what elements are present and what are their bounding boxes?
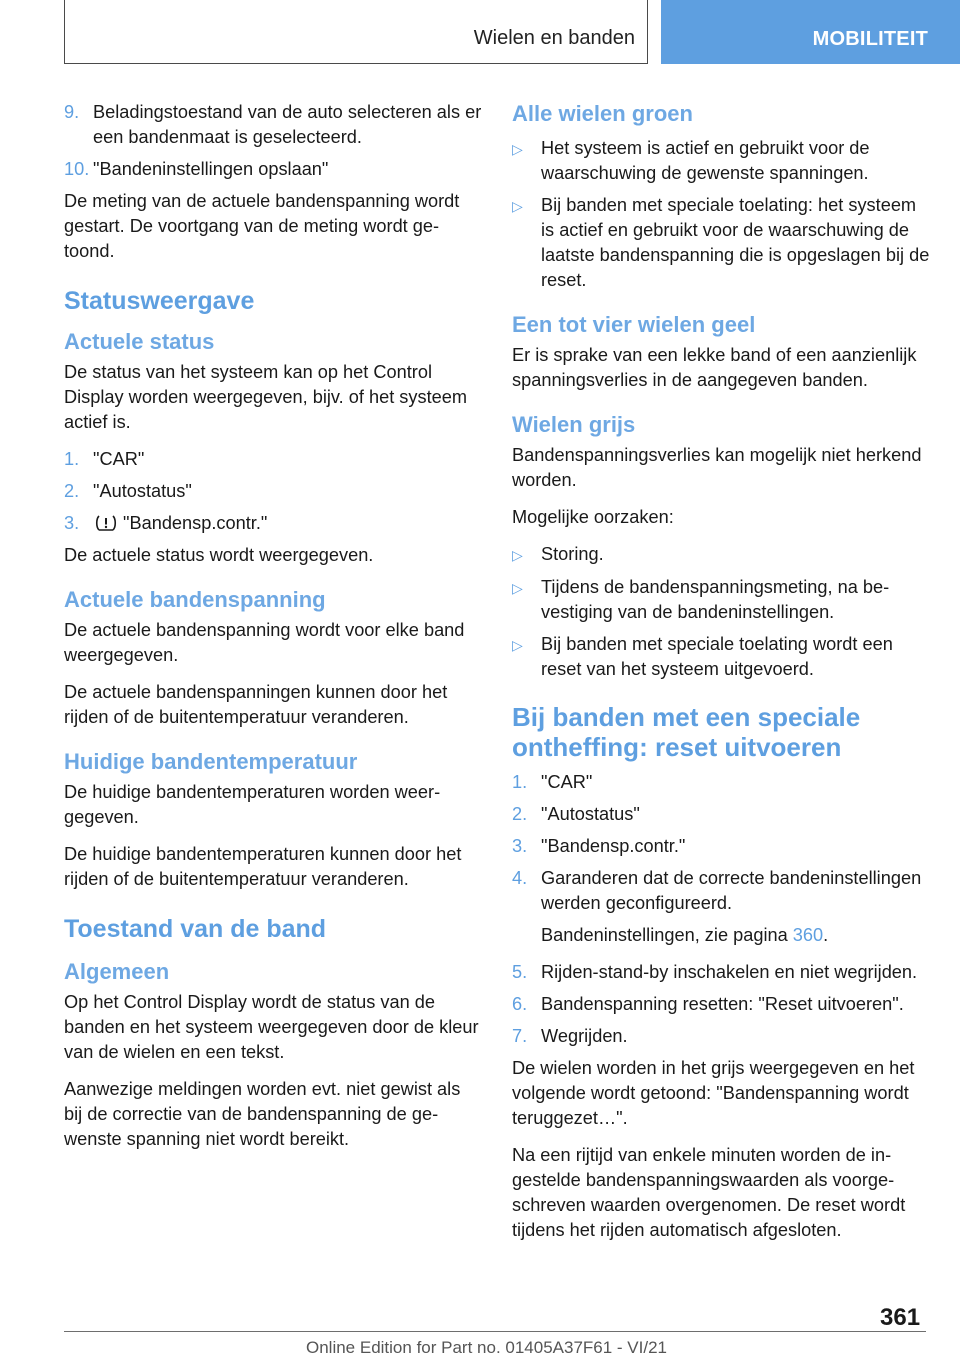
step-text: Wegrijden. bbox=[541, 1026, 628, 1046]
step-item bbox=[512, 960, 932, 985]
bullet-item bbox=[512, 136, 932, 186]
bullet-text: Bij banden met speciale toelating: het systeem is actief en gebruikt voor de waarschuwing de laatste bandenspanning die is opgeslagen bij de reset. bbox=[541, 195, 930, 290]
header-section-box bbox=[64, 0, 648, 64]
step-item bbox=[64, 157, 482, 182]
bullet-text: Tijdens de bandenspanningsmeting, na bevestiging van de bandeninstellingen. bbox=[541, 577, 890, 622]
step-text: "Bandeninstellingen opslaan" bbox=[93, 159, 329, 179]
step-text: Rijden-stand-by inschakelen en niet wegrijden. bbox=[541, 962, 918, 982]
step-item bbox=[64, 479, 482, 504]
bullet-triangle-icon: ▷ bbox=[512, 547, 523, 563]
step-number: 9. bbox=[64, 102, 80, 122]
step-text: Beladingstoestand van de auto selecteren als er een bandenmaat is geselecteerd. bbox=[93, 102, 482, 147]
step-item bbox=[512, 802, 932, 827]
step-item bbox=[64, 447, 482, 472]
page-reference bbox=[541, 923, 932, 948]
page-link[interactable]: 360 bbox=[792, 925, 824, 945]
step-number: 6. bbox=[512, 994, 528, 1014]
step-number: 2. bbox=[64, 481, 80, 501]
step-number: 3. bbox=[512, 836, 528, 856]
reference-end: . bbox=[823, 925, 829, 945]
step-text: "Autostatus" bbox=[541, 804, 640, 824]
step-text: "Bandensp.contr." bbox=[123, 513, 268, 533]
step-item bbox=[64, 100, 482, 150]
paragraph: De status van het systeem kan op het Control Display worden weergegeven, bijv. of het systeem actief is. bbox=[64, 362, 468, 432]
paragraph: Aanwezige meldingen worden evt. niet gewist als bij de correctie van de bandenspanning de gewenste spanning niet wordt bereikt. bbox=[64, 1079, 461, 1149]
heading-statusweergave: Statusweergave bbox=[64, 287, 255, 315]
section-title: Wielen en banden bbox=[473, 27, 635, 49]
paragraph: Na een rijtijd van enkele minuten worden de ingestelde bandenspanningswaarden als voorgeschreven waarden overgenomen. De reset wordt tijdens het rijden automatisch afgesloten. bbox=[512, 1145, 906, 1240]
step-item bbox=[512, 992, 932, 1017]
heading-alle-wielen-groen: Alle wielen groen bbox=[512, 101, 693, 126]
paragraph: De actuele status wordt weergegeven. bbox=[64, 545, 374, 565]
bullet-text: Storing. bbox=[541, 544, 604, 564]
bullet-item bbox=[512, 632, 932, 682]
paragraph: De actuele bandenspanningen kunnen door het rijden of de buitentemperatuur veranderen. bbox=[64, 682, 448, 727]
bullet-item bbox=[512, 193, 932, 293]
step-number: 2. bbox=[512, 804, 528, 824]
step-item bbox=[512, 1024, 932, 1049]
paragraph: De meting van de actuele bandenspanning wordt gestart. De voortgang van de meting wordt getoond. bbox=[64, 191, 460, 261]
step-item bbox=[512, 770, 932, 795]
paragraph: Bandenspanningsverlies kan mogelijk niet herkend worden. bbox=[512, 445, 922, 490]
heading-wielen-grijs: Wielen grijs bbox=[512, 412, 636, 437]
footer-text: Online Edition for Part no. 01405A37F61 - VI/21 bbox=[306, 1338, 668, 1357]
heading-algemeen: Algemeen bbox=[64, 959, 170, 984]
bullet-triangle-icon: ▷ bbox=[512, 580, 523, 596]
bullet-triangle-icon: ▷ bbox=[512, 198, 523, 214]
step-text: "Bandensp.contr." bbox=[541, 836, 686, 856]
paragraph: De huidige bandentemperaturen worden weergegeven. bbox=[64, 782, 441, 827]
step-number: 4. bbox=[512, 868, 528, 888]
step-text: "Autostatus" bbox=[93, 481, 192, 501]
step-text: Bandenspanning resetten: "Reset uitvoeren". bbox=[541, 994, 904, 1014]
tire-pressure-warning-icon bbox=[95, 514, 117, 532]
step-text: Garanderen dat de correcte bandeninstellingen werden geconfigureerd. bbox=[541, 868, 922, 913]
bullet-item bbox=[512, 542, 932, 568]
step-number: 7. bbox=[512, 1026, 528, 1046]
header-chapter-tab[interactable] bbox=[661, 0, 960, 64]
bullet-triangle-icon: ▷ bbox=[512, 637, 523, 653]
bullet-text: Het systeem is actief en gebruikt voor de waarschuwing de gewenste spanningen. bbox=[541, 138, 870, 183]
step-number: 1. bbox=[512, 772, 528, 792]
step-number: 5. bbox=[512, 962, 528, 982]
left-column bbox=[64, 100, 482, 1164]
step-number: 3. bbox=[64, 513, 80, 533]
heading-actuele-bandenspanning: Actuele bandenspanning bbox=[64, 587, 326, 612]
heading-toestand-van-de-band: Toestand van de band bbox=[64, 915, 327, 943]
step-item bbox=[64, 511, 482, 536]
right-column bbox=[512, 100, 932, 1255]
footer-divider bbox=[64, 1331, 926, 1332]
bullet-item bbox=[512, 575, 932, 625]
paragraph: Mogelijke oorzaken: bbox=[512, 507, 674, 527]
heading-huidige-bandentemperatuur: Huidige bandentemperatuur bbox=[64, 749, 358, 774]
paragraph: Op het Control Display wordt de status van de banden en het systeem weergegeven door de kleur van de wielen en een tekst. bbox=[64, 992, 479, 1062]
heading-actuele-status: Actuele status bbox=[64, 329, 215, 354]
paragraph: De wielen worden in het grijs weergegeven en het volgende wordt getoond: "Bandenspanning wordt teruggezet…". bbox=[512, 1058, 915, 1128]
step-number: 10. bbox=[64, 159, 90, 179]
paragraph: De actuele bandenspanning wordt voor elke band weergegeven. bbox=[64, 620, 465, 665]
page-number: 361 bbox=[880, 1304, 921, 1331]
paragraph: Er is sprake van een lekke band of een aanzienlijk spanningsverlies in de aangegeven banden. bbox=[512, 345, 917, 390]
heading-een-tot-vier-wielen-geel: Een tot vier wielen geel bbox=[512, 312, 756, 337]
paragraph: De huidige bandentemperaturen kunnen door het rijden of de buitentemperatuur veranderen. bbox=[64, 844, 462, 889]
step-item bbox=[512, 866, 932, 916]
bullet-triangle-icon: ▷ bbox=[512, 141, 523, 157]
step-item bbox=[512, 834, 932, 859]
step-text: "CAR" bbox=[93, 449, 145, 469]
step-text: "CAR" bbox=[541, 772, 593, 792]
heading-reset-uitvoeren: Bij banden met een speciale ontheffing: reset uitvoeren bbox=[512, 702, 861, 762]
bullet-text: Bij banden met speciale toelating wordt een reset van het systeem uitgevoerd. bbox=[541, 634, 893, 679]
reference-text: Bandeninstellingen, zie pagina bbox=[541, 925, 793, 945]
step-number: 1. bbox=[64, 449, 80, 469]
chapter-title: MOBILITEIT bbox=[812, 28, 928, 50]
